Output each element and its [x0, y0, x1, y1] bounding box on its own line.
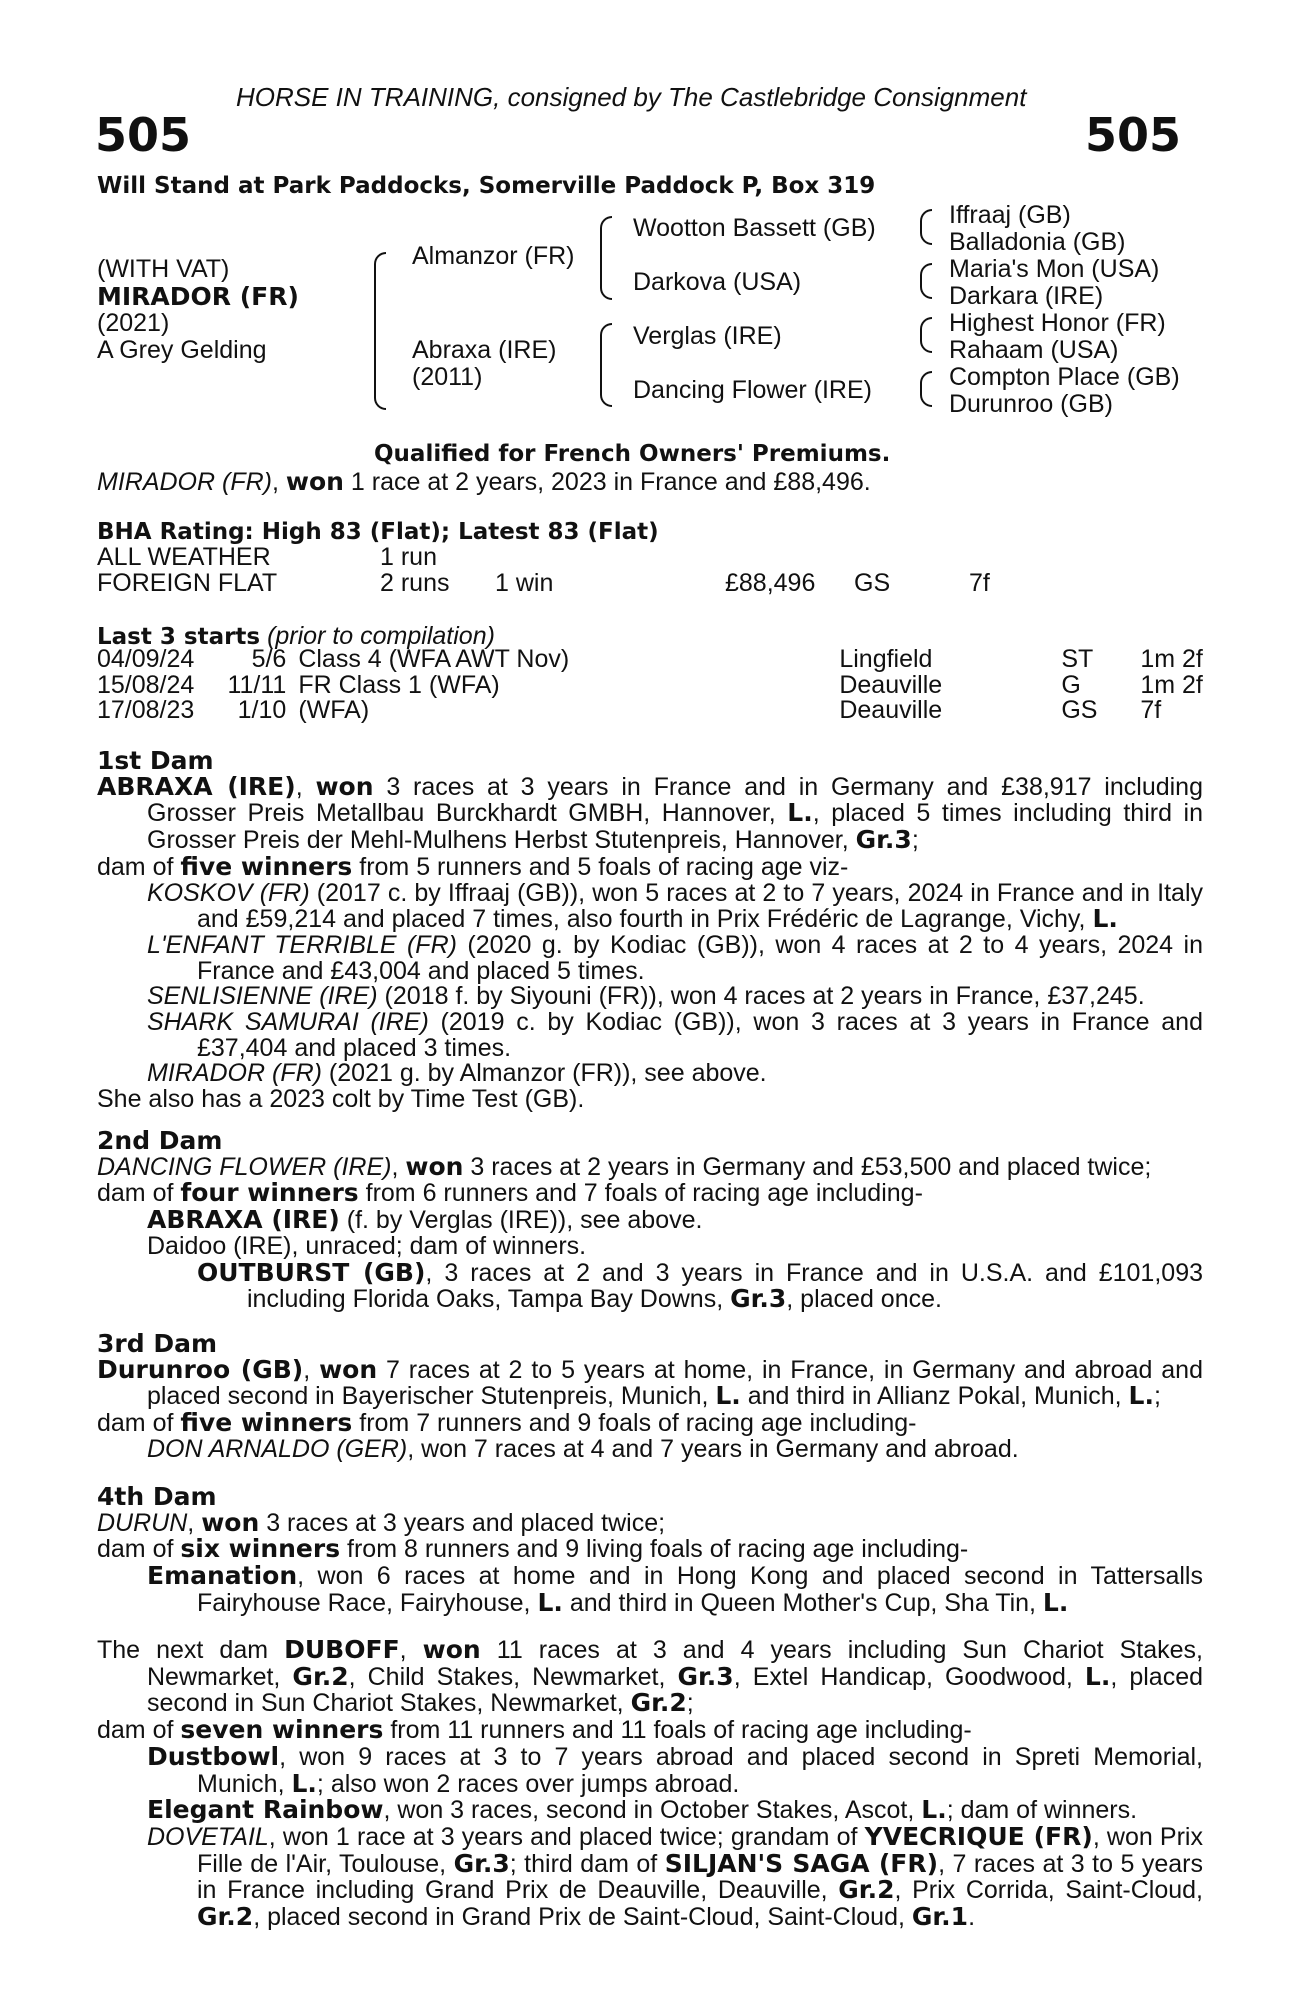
- start-date: 17/08/23: [97, 696, 195, 725]
- pedigree-dam-sire: Verglas (IRE): [633, 322, 782, 350]
- progeny-elegant-rainbow: Elegant Rainbow, won 3 races, second in October Stakes, Ascot, L.; dam of winners.: [147, 1795, 1138, 1825]
- start-position: 11/11: [227, 670, 287, 699]
- vat-status: (WITH VAT): [97, 255, 230, 283]
- progeny-abraxa: ABRAXA (IRE) (f. by Verglas (IRE)), see above.: [147, 1205, 703, 1235]
- pedigree-dss: Highest Honor (FR): [949, 309, 1166, 337]
- last-starts-table: [97, 647, 1203, 724]
- last-starts-heading: Last 3 starts: [97, 624, 261, 650]
- horse-name: MIRADOR (FR): [97, 282, 299, 311]
- progeny-koskov: KOSKOV (FR) (2017 c. by Iffraaj (GB)), won 5 races at 2 to 7 years, 2024 in France and in Italy and £59,214 and placed 7 times, also fourth in Prix Frédéric de Lagrange, Vichy, L.: [147, 878, 1204, 934]
- progeny-emanation: Emanation, won 6 races at home and in Hong Kong and placed second in Tattersalls Fairyhouse Race, Fairyhouse, L. and third in Queen Mother's Cup, Sha Tin, L.: [147, 1561, 1203, 1617]
- start-race: Class 4 (WFA AWT Nov): [298, 645, 570, 673]
- pedigree-ddd: Durunroo (GB): [949, 390, 1113, 418]
- rating-table: [97, 545, 990, 596]
- progeny-outburst: OUTBURST (GB), 3 races at 2 and 3 years in France and in U.S.A. and £101,093 including Florida Oaks, Tampa Bay Downs, Gr.3, placed once.: [197, 1257, 1203, 1314]
- pedigree-brace-ss: [920, 209, 932, 245]
- start-position: 1/10: [237, 696, 287, 725]
- pedigree-dsd: Rahaam (USA): [949, 336, 1119, 364]
- start-distance: 1m 2f: [1140, 645, 1203, 673]
- rating-row: [97, 545, 990, 571]
- last-starts-note: (prior to compilation): [267, 622, 495, 650]
- rating-going: [854, 545, 969, 571]
- pedigree-sire: Almanzor (FR): [412, 242, 575, 270]
- next-dam-record: The next dam DUBOFF, won 11 races at 3 and 4 years including Sun Chariot Stakes, Newmarket, Gr.2, Child Stakes, Newmarket, Gr.3, Extel Handicap, Goodwood, L., placed second in Sun Chariot Stakes, Newmarket, Gr.2;: [97, 1635, 1204, 1718]
- horse-description: A Grey Gelding: [97, 336, 267, 364]
- third-dam-record: Durunroo (GB), won 7 races at 2 to 5 years at home, in France, in Germany and abroad and placed second in Bayerischer Stutenpreis, Munich, L. and third in Allianz Pokal, Munich, L.;: [97, 1354, 1203, 1411]
- pedigree-brace-dd: [920, 371, 932, 407]
- race-summary: MIRADOR (FR), won 1 race at 2 years, 2023 in France and £88,496.: [97, 467, 871, 496]
- third-dam-produce: dam of five winners from 7 runners and 9 foals of racing age including-: [97, 1408, 917, 1438]
- pedigree-dam-dam: Dancing Flower (IRE): [633, 376, 872, 404]
- pedigree-sds: Maria's Mon (USA): [949, 255, 1160, 283]
- start-course: Deauville: [839, 670, 943, 699]
- start-going: ST: [1061, 645, 1094, 673]
- start-row: [97, 647, 1203, 673]
- progeny-daidoo: Daidoo (IRE), unraced; dam of winners.: [147, 1231, 587, 1260]
- start-position: 5/6: [251, 645, 287, 673]
- progeny-shark: SHARK SAMURAI (IRE) (2019 c. by Kodiac (GB)), won 3 races at 3 years in France and £37,404 and placed 3 times.: [147, 1008, 1203, 1062]
- second-dam-produce: dam of four winners from 6 runners and 7 foals of racing age including-: [97, 1178, 923, 1208]
- pedigree-sdd: Darkara (IRE): [949, 282, 1104, 310]
- pedigree-ssd: Balladonia (GB): [949, 228, 1126, 256]
- pedigree-brace-dam: [600, 323, 612, 407]
- start-distance: 1m 2f: [1140, 670, 1203, 699]
- start-date: 15/08/24: [97, 670, 195, 699]
- pedigree-dds: Compton Place (GB): [949, 363, 1180, 391]
- start-row: [97, 698, 1203, 724]
- lot-number-right: 505: [1085, 108, 1182, 162]
- premiums-note: Qualified for French Owners' Premiums.: [374, 441, 891, 467]
- catalogue-header: HORSE IN TRAINING, consigned by The Castlebridge Consignment: [236, 82, 1027, 112]
- progeny-lenfant: L'ENFANT TERRIBLE (FR) (2020 g. by Kodiac (GB)), won 4 races at 2 to 4 years, 2024 in France and £43,004 and placed 5 times.: [147, 930, 1203, 985]
- rating-prize: [725, 545, 854, 571]
- first-dam-record: ABRAXA (IRE), won 3 races at 3 years in France and in Germany and £38,917 including Grosser Preis Metallbau Burckhardt GMBH, Hannover, L., placed 5 times including third in Grosser Preis der Mehl-Mulhens Herbst Stutenpreis, Hannover, Gr.3;: [97, 771, 1203, 855]
- start-going: GS: [1061, 696, 1098, 725]
- start-row: [97, 673, 1203, 699]
- rating-row: [97, 571, 990, 597]
- rating-runs: 1 run: [380, 543, 437, 571]
- rating-wins: 1 win: [495, 568, 554, 597]
- pedigree-sire-dam: Darkova (USA): [633, 268, 802, 296]
- pedigree-brace-sire: [600, 216, 612, 300]
- rating-type: FOREIGN FLAT: [97, 568, 278, 597]
- start-course: Lingfield: [839, 645, 933, 673]
- pedigree-brace-sd: [920, 263, 932, 299]
- start-course: Deauville: [839, 696, 943, 725]
- pedigree-dam-year: (2011): [412, 363, 483, 391]
- second-dam-heading: 2nd Dam: [97, 1126, 223, 1155]
- first-dam-section: [97, 748, 1203, 1113]
- pedigree-dam: Abraxa (IRE): [412, 336, 557, 364]
- rating-dist: 7f: [969, 568, 990, 597]
- progeny-dovetail: DOVETAIL, won 1 race at 3 years and placed twice; grandam of YVECRIQUE (FR), won Prix Fille de l'Air, Toulouse, Gr.3; third dam of SILJAN'S SAGA (FR), 7 races at 3 to 5 years in France including Grand Prix de Deauville, Deauville, Gr.2, Prix Corrida, Saint-Cloud, Gr.2, placed second in Grand Prix de Saint-Cloud, Saint-Cloud, Gr.1.: [147, 1821, 1203, 1932]
- rating-prize: £88,496: [725, 568, 816, 597]
- start-race: FR Class 1 (WFA): [298, 670, 500, 699]
- stand-location: Will Stand at Park Paddocks, Somerville Paddock P, Box 319: [97, 173, 876, 199]
- rating-going: GS: [854, 568, 891, 597]
- summary-text: 1 race at 2 years, 2023 in France and £88,496.: [343, 468, 871, 496]
- start-going: G: [1061, 670, 1081, 699]
- pedigree-brace-ds: [920, 317, 932, 353]
- fourth-dam-record: DURUN, won 3 races at 3 years and placed twice;: [97, 1507, 666, 1537]
- summary-won: won: [285, 467, 344, 496]
- first-dam-produce: dam of five winners from 5 runners and 5 foals of racing age viz-: [97, 851, 849, 881]
- rating-type: ALL WEATHER: [97, 543, 271, 571]
- first-dam-also: She also has a 2023 colt by Time Test (GB).: [97, 1085, 585, 1114]
- fourth-dam-heading: 4th Dam: [97, 1482, 217, 1511]
- next-dam-section: [97, 1637, 1203, 1931]
- next-dam-produce: dam of seven winners from 11 runners and 11 foals of racing age including-: [97, 1715, 972, 1745]
- first-dam-heading: 1st Dam: [97, 746, 214, 775]
- fourth-dam-produce: dam of six winners from 8 runners and 9 living foals of racing age including-: [97, 1534, 969, 1564]
- rating-wins: [495, 545, 725, 571]
- start-date: 04/09/24: [97, 645, 195, 673]
- second-dam-record: DANCING FLOWER (IRE), won 3 races at 2 years in Germany and £53,500 and placed twice;: [97, 1151, 1152, 1181]
- pedigree-sss: Iffraaj (GB): [949, 201, 1071, 229]
- third-dam-heading: 3rd Dam: [97, 1329, 217, 1358]
- rating-dist: [969, 545, 990, 571]
- lot-number-left: 505: [95, 108, 192, 162]
- fourth-dam-section: [97, 1484, 1203, 1617]
- progeny-mirador: MIRADOR (FR) (2021 g. by Almanzor (FR)), see above.: [147, 1059, 767, 1088]
- pedigree-brace-main: [374, 252, 386, 410]
- rating-runs: 2 runs: [380, 568, 450, 597]
- horse-year: (2021): [97, 309, 170, 337]
- bha-rating: BHA Rating: High 83 (Flat); Latest 83 (Flat): [97, 519, 659, 545]
- progeny-don-arnaldo: DON ARNALDO (GER), won 7 races at 4 and 7 years in Germany and abroad.: [147, 1434, 1019, 1463]
- progeny-senlisienne: SENLISIENNE (IRE) (2018 f. by Siyouni (FR)), won 4 races at 2 years in France, £37,245.: [147, 982, 1145, 1011]
- pedigree-sire-sire: Wootton Bassett (GB): [633, 214, 876, 242]
- progeny-dustbowl: Dustbowl, won 9 races at 3 to 7 years abroad and placed second in Spreti Memorial, Munich, L.; also won 2 races over jumps abroad.: [147, 1741, 1203, 1798]
- second-dam-section: [97, 1128, 1203, 1313]
- third-dam-section: [97, 1331, 1203, 1463]
- start-race: (WFA): [298, 696, 370, 725]
- summary-horse-name: MIRADOR (FR): [97, 468, 272, 496]
- start-distance: 7f: [1140, 696, 1162, 725]
